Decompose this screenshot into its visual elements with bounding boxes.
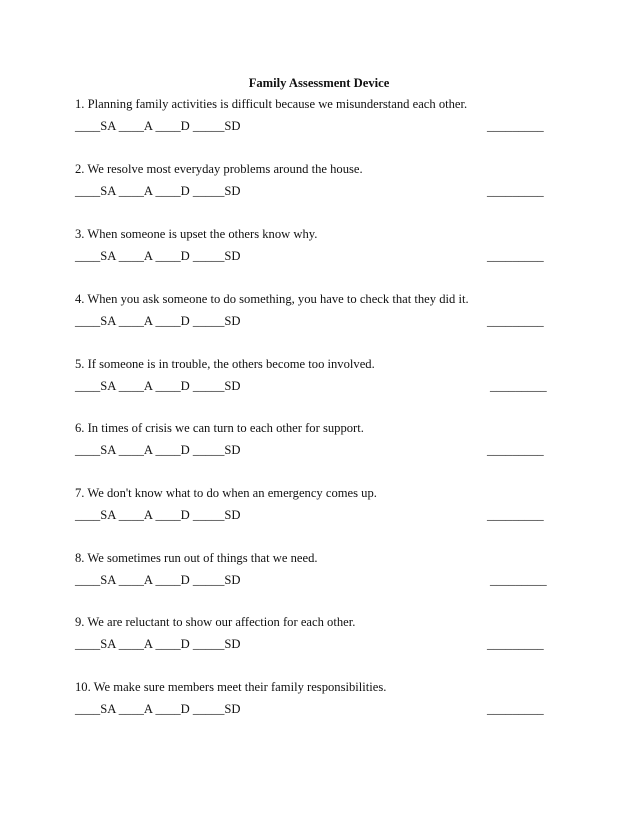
score-blank[interactable]: _________ <box>487 443 544 457</box>
score-blank[interactable]: _________ <box>487 249 544 263</box>
score-blank[interactable]: _________ <box>487 119 544 133</box>
score-blank[interactable]: _________ <box>490 379 547 393</box>
response-options[interactable]: ____SA ____A ____D _____SD <box>75 637 241 651</box>
response-options[interactable]: ____SA ____A ____D _____SD <box>75 314 241 328</box>
question-text: 6. In times of crisis we can turn to each other for support. <box>75 421 364 435</box>
question-text: 2. We resolve most everyday problems around the house. <box>75 162 363 176</box>
response-options[interactable]: ____SA ____A ____D _____SD <box>75 119 241 133</box>
score-blank[interactable]: _________ <box>487 702 544 716</box>
question-text: 4. When you ask someone to do something, you have to check that they did it. <box>75 292 469 306</box>
response-options[interactable]: ____SA ____A ____D _____SD <box>75 379 241 393</box>
question-text: 3. When someone is upset the others know why. <box>75 227 318 241</box>
question-text: 1. Planning family activities is difficult because we misunderstand each other. <box>75 97 468 111</box>
response-options[interactable]: ____SA ____A ____D _____SD <box>75 702 241 716</box>
question-text: 9. We are reluctant to show our affection for each other. <box>75 615 356 629</box>
response-options[interactable]: ____SA ____A ____D _____SD <box>75 508 241 522</box>
score-blank[interactable]: _________ <box>487 508 544 522</box>
response-options[interactable]: ____SA ____A ____D _____SD <box>75 249 241 263</box>
question-text: 5. If someone is in trouble, the others become too involved. <box>75 357 375 371</box>
question-text: 7. We don't know what to do when an emergency comes up. <box>75 486 377 500</box>
response-options[interactable]: ____SA ____A ____D _____SD <box>75 443 241 457</box>
score-blank[interactable]: _________ <box>487 314 544 328</box>
response-options[interactable]: ____SA ____A ____D _____SD <box>75 184 241 198</box>
score-blank[interactable]: _________ <box>487 184 544 198</box>
response-options[interactable]: ____SA ____A ____D _____SD <box>75 573 241 587</box>
score-blank[interactable]: _________ <box>487 637 544 651</box>
page-title: Family Assessment Device <box>248 76 390 90</box>
question-text: 10. We make sure members meet their family responsibilities. <box>75 680 387 694</box>
score-blank[interactable]: _________ <box>490 573 547 587</box>
question-text: 8. We sometimes run out of things that we need. <box>75 551 318 565</box>
